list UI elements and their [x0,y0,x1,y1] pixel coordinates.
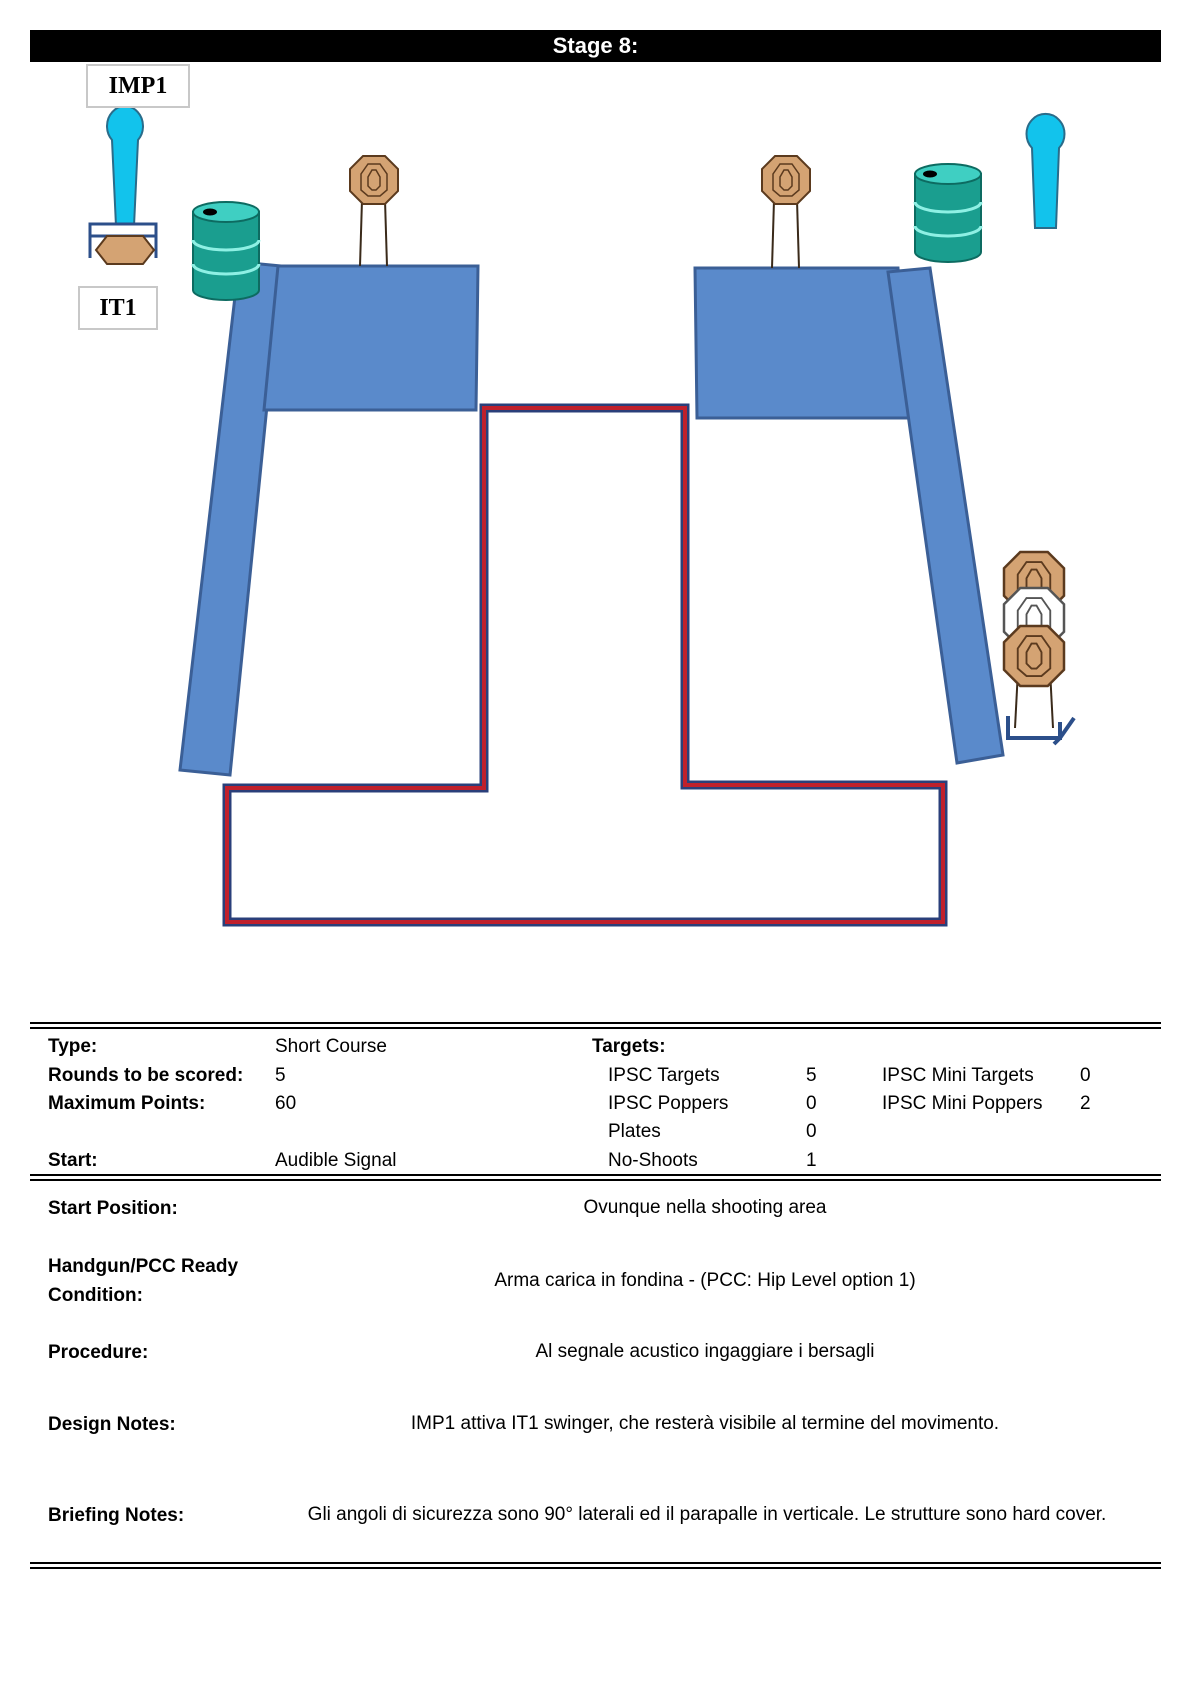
fault-line [227,408,943,922]
ready-condition-label: Handgun/PCC Ready [48,1256,239,1277]
stage-title: Stage 8: [30,30,1161,62]
ready-condition-value: Arma carica in fondina - (PCC: Hip Level option 1) [494,1270,916,1291]
mini-target-name: IPSC Mini Targets [882,1065,1034,1086]
target-type-name: Plates [608,1121,661,1142]
mini-target-name: IPSC Mini Poppers [882,1093,1043,1114]
type-label: Type: [48,1036,98,1057]
ready-condition-label: Condition: [48,1285,143,1306]
procedure-label: Procedure: [48,1342,149,1363]
ipsc-target-icon [350,156,398,266]
procedure-value: Al segnale acustico ingaggiare i bersagli [535,1341,875,1362]
target-type-name: IPSC Poppers [608,1093,729,1114]
rule-top-2 [30,1027,1161,1029]
start-label: Start: [48,1150,98,1171]
mini-target-count: 0 [1080,1065,1091,1086]
swinger-icon [90,224,156,264]
max-points-label: Maximum Points: [48,1093,206,1114]
briefing-notes-label: Briefing Notes: [48,1505,185,1526]
mini-target-count: 2 [1080,1093,1091,1114]
start-position-label: Start Position: [48,1198,178,1219]
rule-top-1 [30,1022,1161,1024]
start-value: Audible Signal [275,1150,397,1171]
rule-bottom-2 [30,1567,1161,1569]
design-notes-value: IMP1 attiva IT1 swinger, che resterà visibile al termine del movimento. [410,1413,1000,1434]
right-wall [695,268,1003,763]
briefing-notes-value: Gli angoli di sicurezza sono 90° laterali ed il parapalle in verticale. Le strutture sono hard cover. [307,1504,1107,1525]
max-points-value: 60 [275,1093,297,1114]
rounds-value: 5 [275,1065,286,1086]
start-position-value: Ovunque nella shooting area [583,1197,827,1218]
ipsc-target-icon [1004,626,1064,686]
left-wall [180,262,478,775]
ipsc-target-icon [762,156,810,268]
target-type-count: 0 [806,1093,817,1114]
type-value: Short Course [275,1036,387,1057]
it1-label: IT1 [78,286,158,330]
imp1-label: IMP1 [86,64,190,108]
target-type-count: 0 [806,1121,817,1142]
design-notes-label: Design Notes: [48,1414,176,1435]
rule-mid-1 [30,1174,1161,1176]
target-type-count: 5 [806,1065,817,1086]
barrel-icon [193,202,259,300]
rounds-label: Rounds to be scored: [48,1065,244,1086]
rule-mid-2 [30,1179,1161,1181]
popper-icon [1027,114,1065,228]
target-type-name: No-Shoots [608,1150,698,1171]
targets-label: Targets: [592,1036,666,1057]
barrel-icon [915,164,981,262]
popper-icon [107,106,143,226]
rule-bottom-1 [30,1562,1161,1564]
target-type-name: IPSC Targets [608,1065,720,1086]
target-type-count: 1 [806,1150,817,1171]
